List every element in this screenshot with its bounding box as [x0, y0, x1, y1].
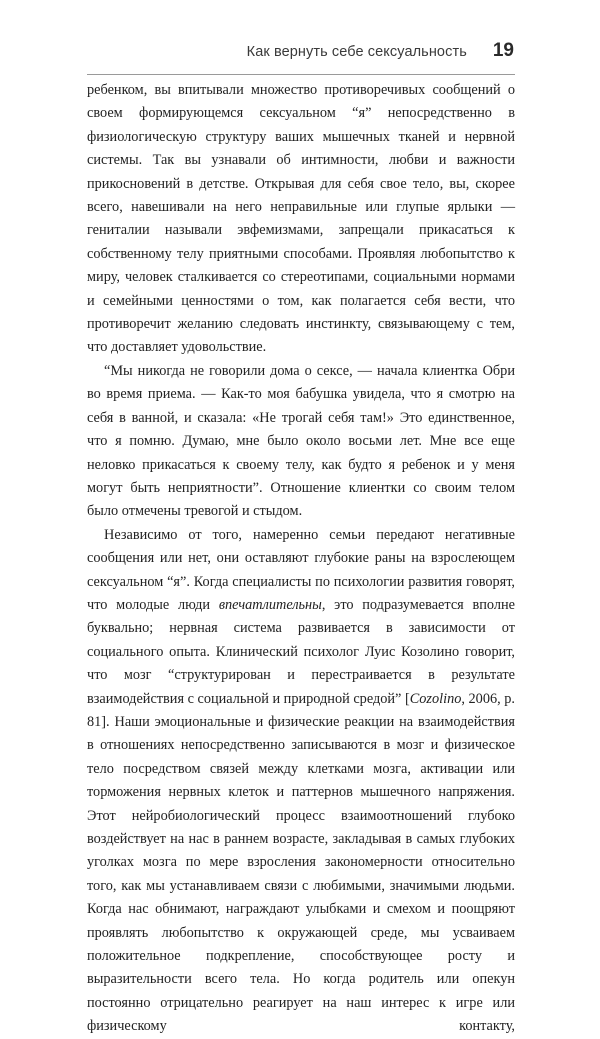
paragraph-3-text-c: , 2006, p. 81]. Наши эмоциональные и физические реакции на взаимодействия в отношениях непосредственно записываются в мозг и физическое тело посредством связей между клетками мозга, активации или торможения нервных клеток и паттернов мышечного напряжения. Этот нейробиологический процесс взаимоотношений глубоко воздействует на нас в раннем возрасте, закладывая в самых глубоких уголках мозга по мере взросления закономерности относительно того, как мы устанавливаем связи с любимыми, значимыми людьми. Когда нас обнимают, награждают улыбками и смехом и поощряют проявлять любопытство к окружающей среде, мы усваиваем положительное подкрепление, способствующее росту и выразительности всего тела. Но когда родитель или опекун постоянно отрицательно реагирует на наш интерес к игре или физическому контакту, [87, 690, 515, 1035]
paragraph-3-text-b: , это подразумевается вполне буквально; нервная система развивается в зависимости от социального опыта. Клинический психолог Луис Козолино говорит, что мозг “структурирован и перестраивается в результате взаимодействия с социальной и природной средой” [ [87, 596, 515, 707]
header-rule [87, 74, 515, 75]
running-head [247, 40, 514, 68]
running-title: Как вернуть себе сексуальность [246, 44, 467, 60]
page-body [87, 79, 515, 1039]
paragraph-2-text: “Мы никогда не говорили дома о сексе, — начала клиентка Обри во время приема. — Как-то моя бабушка увидела, что я смотрю на себя в ванной, и сказала: «Не трогай себя там!» Это единственное, что я помню. Думаю, мне было около восьми лет. Мне все еще неловко прикасаться к своему телу, как будто я ребенок и у меня могут быть неприятности”. Отношение клиентки со своим телом было отмечены тревогой и стыдом. [87, 362, 515, 520]
paragraph-1-text: ребенком, вы впитывали множество противоречивых сообщений о своем формирующемся сексуальном “я” непосредственно в физиологическую структуру ваших мышечных тканей и нервной системы. Так вы узнавали об интимности, любви и важности прикосновений в детстве. Открывая для себя свое тело, вы, скорее всего, навешивали на него неправильные или глупые ярлыки — гениталии называли эвфемизмами, запрещали прикасаться к собственному телу приятными способами. Проявляя любопытство к миру, человек сталкивается со стереотипами, социальными нормами и семейными ценностями о том, как полагается себя вести, что противоречит желанию следовать инстинкту, связывающему с тем, что доставляет удовольствие. [87, 82, 515, 356]
paragraph-3-emphasis-1: впечатлительны [218, 596, 322, 613]
page-number: 19 [492, 40, 514, 61]
paragraph-3 [87, 524, 515, 1039]
paragraph-3-text-a: Независимо от того, намеренно семьи передают негативные сообщения или нет, они оставляют глубокие раны на взрослеющем сексуальном “я”. Когда специалисты по психологии развития говорят, что молодые люди [87, 526, 515, 613]
paragraph-1 [87, 79, 515, 360]
paragraph-2 [87, 360, 515, 524]
citation-author: Cozolino [409, 690, 462, 707]
